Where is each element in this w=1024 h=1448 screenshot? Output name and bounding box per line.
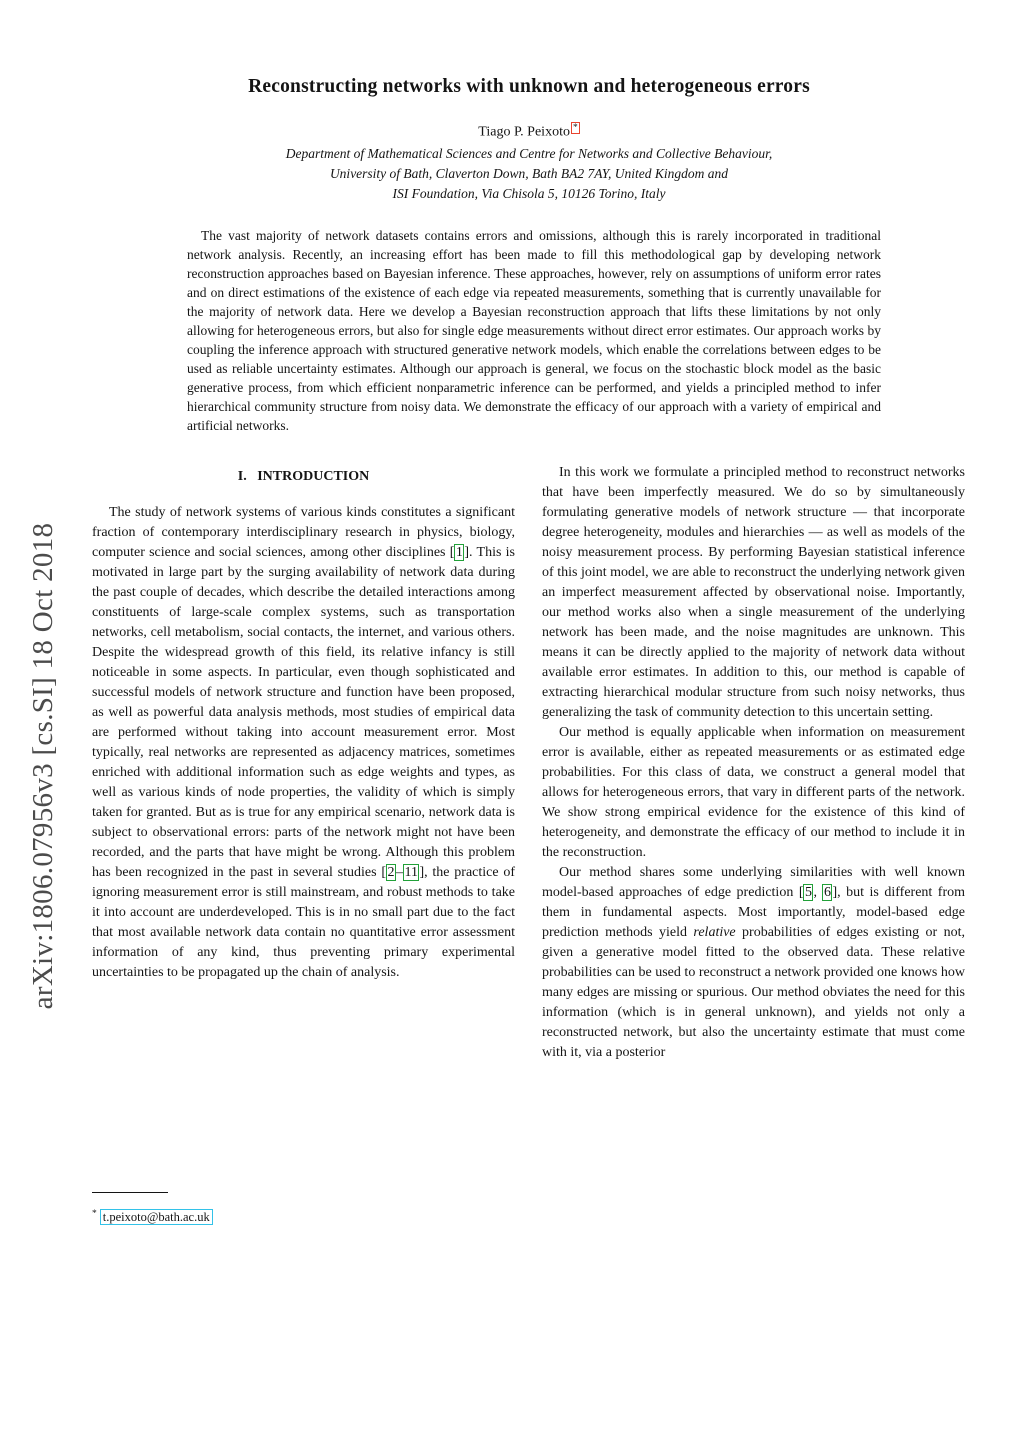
emphasis-text: relative [693, 925, 736, 941]
text-segment: Our method is equally applicable when information on measurement error is available, either as repeated measurements or as estimated edge probabilities. For this class of data, we construct a general model that allows for heterogeneous errors, that vary in different parts of the network. We show strong empirical evidence for the existence of this kind of heterogeneity, and demonstrate the efficacy of our method to include it in the reconstruction. [542, 725, 965, 861]
author-email-link[interactable]: t.peixoto@bath.ac.uk [100, 1209, 213, 1225]
footnote-rule [92, 1192, 168, 1193]
footnote-mark: * [92, 1209, 97, 1219]
citation-link[interactable]: 5 [804, 885, 812, 901]
paragraph [542, 463, 965, 723]
affiliation-line: ISI Foundation, Via Chisola 5, 10126 Torino, Italy [392, 186, 666, 202]
abstract-paragraph: The vast majority of network datasets contains errors and omissions, although this is rarely incorporated in traditional network analysis. Recently, an increasing effort has been made to fill this methodological gap by developing network reconstruction approaches based on Bayesian inference. These approaches, however, rely on assumptions of uniform error rates and on direct estimations of the existence of each edge via repeated measurements, something that is currently unavailable for the majority of network data. Here we develop a Bayesian reconstruction approach that lifts these limitations by not only allowing for heterogeneous errors, but also for single edge measurements without direct error estimates. Our approach works by coupling the inference approach with structured generative network models, which enable the correlations between edges to be used as reliable uncertainty estimates. Although our approach is general, we focus on the stochastic block model as the basic generative process, from which efficient nonparametric inference can be performed, and yields a principled method to infer hierarchical community structure from noisy data. We demonstrate the efficacy of our approach with a variety of empirical and artificial networks. [187, 228, 881, 434]
text-segment: , [813, 885, 823, 901]
text-segment: ], but is different from them in fundamental aspects. Most importantly, model-based edge prediction methods yield [542, 885, 966, 941]
author-footnote-mark[interactable]: * [572, 123, 578, 133]
paragraph [92, 503, 515, 983]
arxiv-sidebar-stamp: arXiv:1806.07956v3 [cs.SI] 18 Oct 2018 [27, 522, 59, 1010]
text-segment: The study of network systems of various kinds constitutes a significant fraction of contemporary interdisciplinary research in physics, biology, computer science and social sciences, among other disciplines [ [92, 505, 515, 561]
text-segment: Our method shares some underlying similarities with well known model-based approaches of edge prediction [ [542, 865, 965, 901]
text-segment: ]. This is motivated in large part by the surging availability of network data during the past couple of decades, which describe the detailed interactions among constituents of large-scale complex systems, such as transportation networks, cell metabolism, social contacts, the internet, and various others. Despite the widespread growth of this field, its relative infancy is still noticeable in some aspects. In particular, even though sophisticated and successful models of network structure and function have been proposed, as well as powerful data analysis methods, most studies of empirical data are performed without taking into account measurement error. Most typically, real networks are represented as adjacency matrices, sometimes enriched with additional information such as edge weights and types, as well as various kinds of node properties, the validity of which is simply taken for granted. But as is true for any empirical scenario, network data is subject to observational errors: parts of the network might not have been recorded, and the parts that have might be wrong. Although this problem has been recognized in the past in several studies [ [92, 545, 515, 881]
section-heading-introduction: I. INTRODUCTION [237, 469, 370, 485]
right-column [542, 463, 965, 1063]
affiliation-line: University of Bath, Claverton Down, Bath BA2 7AY, United Kingdom and [329, 165, 729, 181]
footnote-line [92, 1209, 515, 1225]
footnote-block [92, 1192, 515, 1225]
left-column [92, 463, 515, 1063]
affiliation-line: Department of Mathematical Sciences and Centre for Networks and Collective Behaviour, [285, 145, 773, 161]
paragraph [542, 863, 965, 1063]
text-segment: – [396, 865, 403, 881]
paragraph [542, 723, 965, 863]
author-line [92, 122, 966, 141]
author-name: Tiago P. Peixoto [478, 124, 570, 140]
two-column-body [92, 463, 966, 1063]
page-title: Reconstructing networks with unknown and heterogeneous errors [248, 76, 810, 97]
text-segment: In this work we formulate a principled method to reconstruct networks that have been imperfectly measured. We do so by simultaneously formulating generative models of network structure — that incorporate degree heterogeneity, modules and hierarchies — as well as models of the noisy measurement process. By performing Bayesian statistical inference of this joint model, we are able to reconstruct the underlying network given an imperfect measurement affected by observational noise. Importantly, our method works also when a single measurement of the underlying network has been made, and the noise magnitudes are unknown. This means it can be directly applied to the majority of network data without available error estimates. In addition to this, our method is capable of extracting hierarchical modular structure from such noisy networks, thus generalizing the task of community detection to this uncertain setting. [542, 465, 965, 721]
citation-link[interactable]: 1 [455, 545, 463, 561]
citation-link[interactable]: 6 [823, 885, 831, 901]
citation-link[interactable]: 2 [387, 865, 395, 881]
citation-link[interactable]: 11 [404, 865, 418, 881]
affiliation-block [92, 144, 966, 205]
text-segment: ], the practice of ignoring measurement error is still mainstream, and robust methods to take it into account are underdeveloped. This is in no small part due to the fact that most available network data contain no quantitative error assessment information of any kind, thus preventing primary experimental uncertainties to be propagated up the chain of analysis. [92, 865, 515, 981]
text-segment: probabilities of edges existing or not, given a generative model fitted to the observed data. These relative probabilities can be used to reconstruct a network provided one knows how many edges are missing or spurious. Our method obviates the need for this information (which is in general unknown), and yields not only a reconstructed network, but also the uncertainty estimate that must come with it, via a posterior [542, 925, 965, 1061]
paper-header [92, 0, 966, 204]
